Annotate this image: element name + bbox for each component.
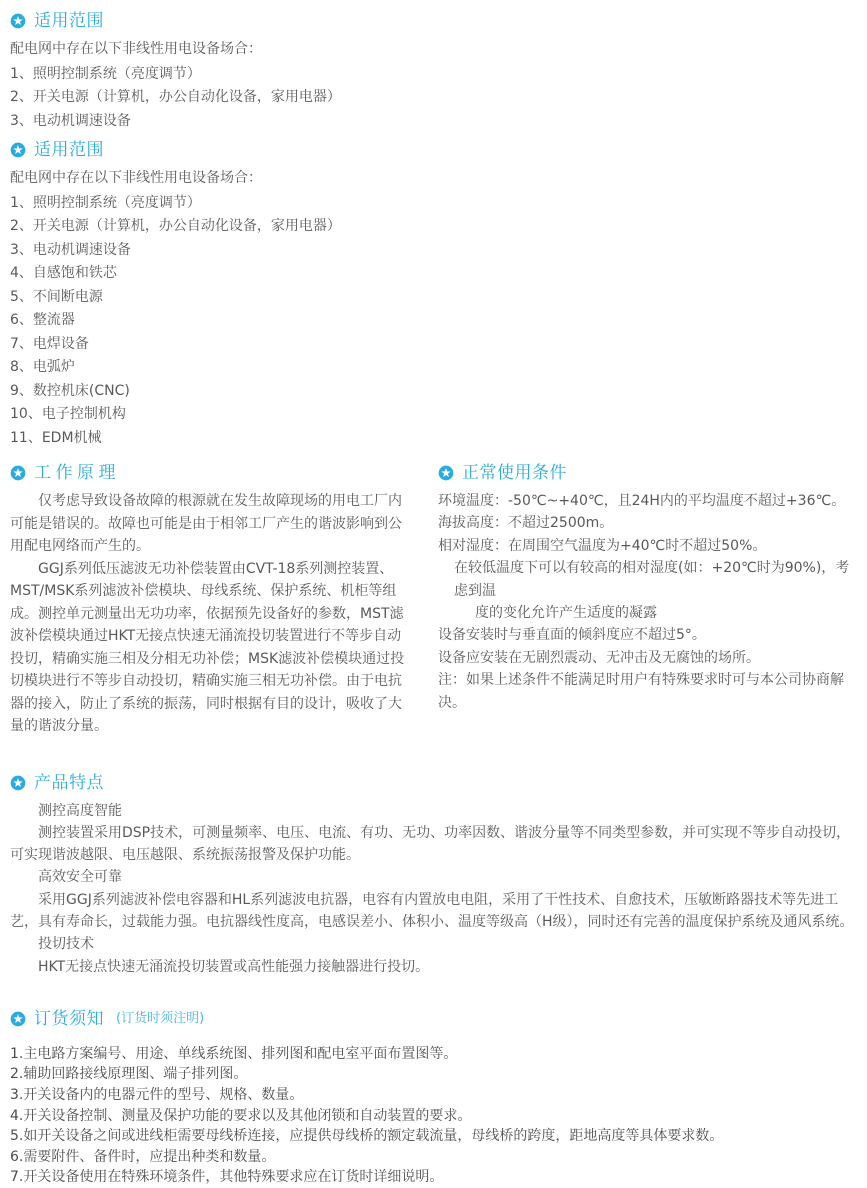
star-badge-icon [10, 1011, 26, 1027]
section-title: 工作原理 [34, 463, 120, 483]
condition-line: 海拔高度：不超过2500m。 [438, 515, 614, 532]
condition-line: 环境温度：-50℃~+40℃，且24H内的平均温度不超过+36℃。 [438, 493, 846, 509]
paragraph: GGJ系列低压滤波无功补偿装置由CVT-18系列测控装置、MST/MSK系列滤波补偿模块、母线系统、保护系统、机柜等组成。测控单元测量出无功功率，依据预先设备好的参数，MST滤波补偿模块通过HKT无接点快速无涌流投切装置进行不等步自动投切，精确实施三相及分相无功补偿；MSK滤波补偿模块通过投切模块进行不等步自动投切，精确实施三相无功补偿。由于电抗器的接入，防止了系统的振荡，同时根据有目的设计，吸收了大量的谐波分量。 [10, 560, 405, 734]
paragraph: 测控高度智能 [38, 802, 122, 819]
section-title: 适用范围 [34, 140, 104, 160]
section-title: 适用范围 [34, 11, 104, 31]
scope-list-1 [10, 63, 857, 134]
paragraph: 测控装置采用DSP技术，可测量频率、电压、电流、有功、无功、功率因数、谐波分量等不同类型参数，并可实现不等步自动投切，可实现谐波越限、电压越限、系统振荡报警及保护功能。 [10, 824, 851, 864]
section-subtitle: (订货时须注明) [116, 1010, 205, 1026]
section-title: 正常使用条件 [462, 463, 567, 483]
section-header [10, 772, 857, 794]
list-item: 2、开关电源（计算机，办公自动化设备，家用电器） [10, 218, 341, 234]
list-item: 1.主电路方案编号、用途、单线系统图、排列图和配电室平面布置图等。 [10, 1045, 458, 1062]
condition-line: 注：如果上述条件不能满足时用户有特殊要求时可与本公司协商解决。 [438, 672, 844, 711]
list-item: 1、照明控制系统（亮度调节） [10, 65, 201, 82]
list-item: 1、照明控制系统（亮度调节） [10, 194, 201, 211]
list-item: 3、电动机调速设备 [10, 112, 131, 129]
condition-line: 度的变化允许产生适度的凝露 [475, 605, 657, 622]
star-badge-icon [10, 142, 26, 158]
section-product-features [10, 772, 857, 978]
list-item: 6.需要附件、备件时，应提出种类和数量。 [10, 1148, 276, 1165]
list-item: 3、电动机调速设备 [10, 241, 131, 258]
section-header [10, 462, 412, 484]
list-item: 5、不间断电源 [10, 288, 103, 305]
section-header [438, 462, 857, 484]
condition-line: 在较低温度下可以有较高的相对湿度(如：+20℃时为90%)，考虑到温 [454, 560, 850, 599]
section-ordering-notes [10, 1008, 857, 1188]
star-badge-icon [10, 13, 26, 29]
list-item: 4、自感饱和铁芯 [10, 265, 117, 281]
section-intro: 配电网中存在以下非线性用电设备场合： [10, 170, 262, 186]
principle-paragraphs [10, 490, 412, 738]
section-header [10, 1008, 857, 1030]
scope-list-2 [10, 192, 857, 451]
list-item: 3.开关设备内的电器元件的型号、规格、数量。 [10, 1087, 304, 1104]
paragraph: 仅考虑导致设备故障的根源就在发生故障现场的用电工厂内可能是错误的。故障也可能是由于相邻工厂产生的谐波影响到公用配电网络而产生的。 [10, 493, 402, 554]
paragraph: 投切技术 [38, 936, 94, 953]
paragraph: 高效安全可靠 [38, 869, 122, 886]
section-header [10, 139, 857, 161]
list-item: 2、开关电源（计算机，办公自动化设备，家用电器） [10, 89, 341, 105]
list-item: 9、数控机床(CNC) [10, 382, 130, 399]
list-item: 5.如开关设备之间或进线柜需要母线桥连接，应提供母线桥的额定载流量，母线桥的跨度，距地高度等具体要求数。 [10, 1128, 724, 1145]
list-item: 6、整流器 [10, 312, 75, 328]
section-intro: 配电网中存在以下非线性用电设备场合： [10, 41, 262, 57]
list-item: 4.开关设备控制、测量及保护功能的要求以及其他闭锁和自动装置的要求。 [10, 1107, 472, 1124]
section-working-principle [10, 462, 412, 738]
list-item: 7、电焊设备 [10, 335, 89, 352]
list-item: 11、EDM机械 [10, 429, 102, 446]
paragraph: HKT无接点快速无涌流投切装置或高性能强力接触器进行投切。 [38, 958, 430, 975]
condition-line: 相对湿度：在周围空气温度为+40℃时不超过50%。 [438, 537, 767, 554]
paragraph: 采用GGJ系列滤波补偿电容器和HL系列滤波电抗器，电容有内置放电电阻，采用了干性技术、自愈技术，压敏断路器技术等先进工艺，具有寿命长，过载能力强。电抗器线性度高，电感误差小、体积小、温度等级高（H级），同时还有完善的温度保护系统及通风系统。 [10, 891, 854, 930]
conditions-lines [438, 490, 857, 714]
features-paragraphs [10, 800, 857, 978]
star-badge-icon [10, 775, 26, 791]
two-column-zone [10, 462, 857, 738]
condition-line: 设备应安装在无剧烈震动、无冲击及无腐蚀的场所。 [438, 649, 760, 666]
star-badge-icon [10, 465, 26, 481]
section-normal-use-conditions [438, 462, 857, 738]
list-item: 7.开关设备使用在特殊环境条件，其他特殊要求应在订货时详细说明。 [10, 1169, 444, 1186]
section-scope-1 [10, 10, 857, 133]
list-item: 2.辅助回路接线原理图、端子排列图。 [10, 1066, 248, 1083]
section-header [10, 10, 857, 32]
section-title: 订货须知 [34, 1008, 104, 1029]
section-title: 产品特点 [34, 772, 104, 793]
star-badge-icon [438, 465, 454, 481]
list-item: 10、电子控制机构 [10, 406, 126, 422]
condition-line: 设备安装时与垂直面的倾斜度应不超过5°。 [438, 627, 706, 644]
list-item: 8、电弧炉 [10, 359, 75, 375]
section-scope-2 [10, 139, 857, 450]
ordering-list [10, 1044, 857, 1188]
